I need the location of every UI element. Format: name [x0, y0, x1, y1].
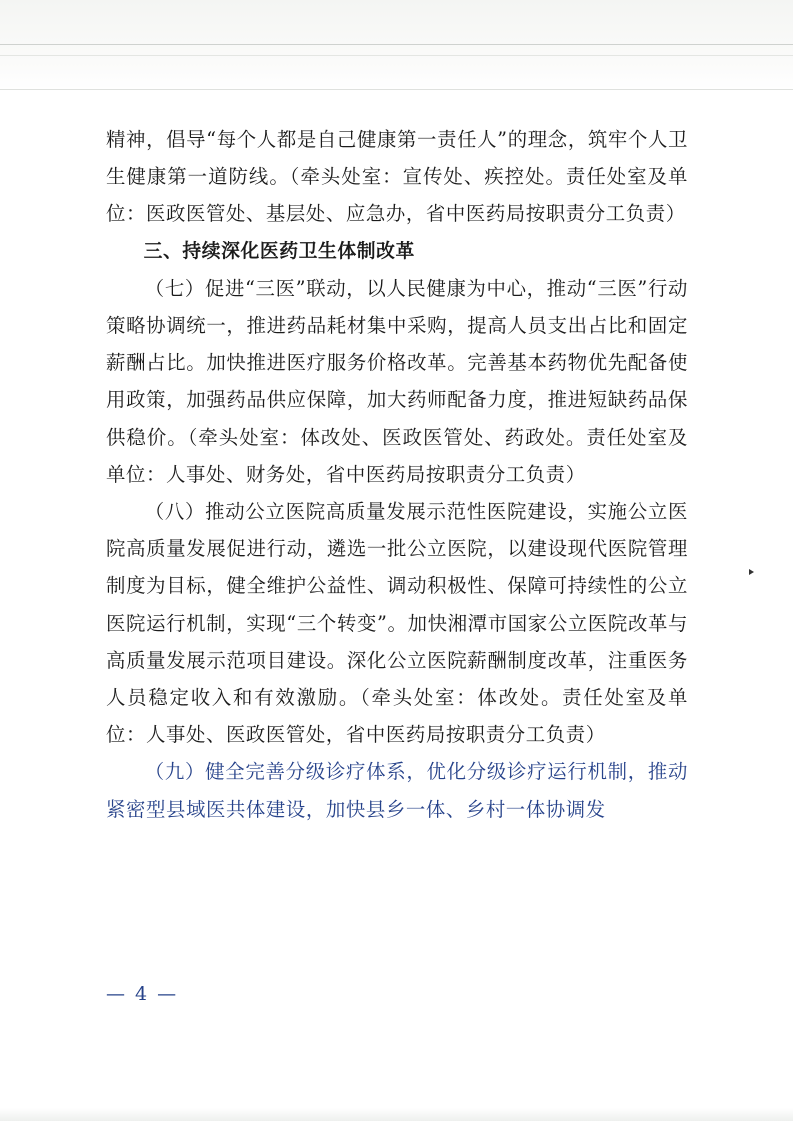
paragraph-item-7: （七）促进“三医”联动，以人民健康为中心，推动“三医”行动策略协调统一，推进药品耗材集中采购，提高人员支出占比和固定薪酬占比。加快推进医疗服务价格改革。完善基本药物优先配备使用政策，加强药品供应保障，加大药师配备力度，推进短缺药品保供稳价。（牵头处室：体改处、医政医管处、药政处。责任处室及单位：人事处、财务处，省中医药局按职责分工负责）	[106, 276, 688, 486]
paragraph-continuation: 精神，倡导“每个人都是自己健康第一责任人”的理念，筑牢个人卫生健康第一道防线。（牵头处室：宣传处、疾控处。责任处室及单位：医政医管处、基层处、应急办，省中医药局按职责分工负责）	[106, 128, 688, 226]
scan-mark	[749, 569, 754, 575]
scan-line	[0, 44, 793, 45]
scan-line	[0, 89, 793, 90]
paragraph-item-8: （八）推动公立医院高质量发展示范性医院建设，实施公立医院高质量发展促进行动，遴选一批公立医院，以建设现代医院管理制度为目标，健全维护公益性、调动积极性、保障可持续性的公立医院运行机制，实现“三个转变”。加快湘潭市国家公立医院改革与高质量发展示范项目建设。深化公立医院薪酬制度改革，注重医务人员稳定收入和有效激励。（牵头处室：体改处。责任处室及单位：人事处、医政医管处，省中医药局按职责分工负责）	[106, 500, 688, 747]
document-body	[106, 121, 688, 828]
scan-footer-band	[0, 1108, 793, 1121]
section-heading: 三、持续深化医药卫生体制改革	[143, 240, 415, 262]
paragraph-item-9: （九）健全完善分级诊疗体系，优化分级诊疗运行机制，推动紧密型县域医共体建设，加快县乡一体、乡村一体协调发	[106, 760, 688, 821]
page-number: — 4 —	[106, 983, 179, 1005]
scan-header-band	[0, 0, 793, 90]
scan-line	[0, 55, 793, 56]
